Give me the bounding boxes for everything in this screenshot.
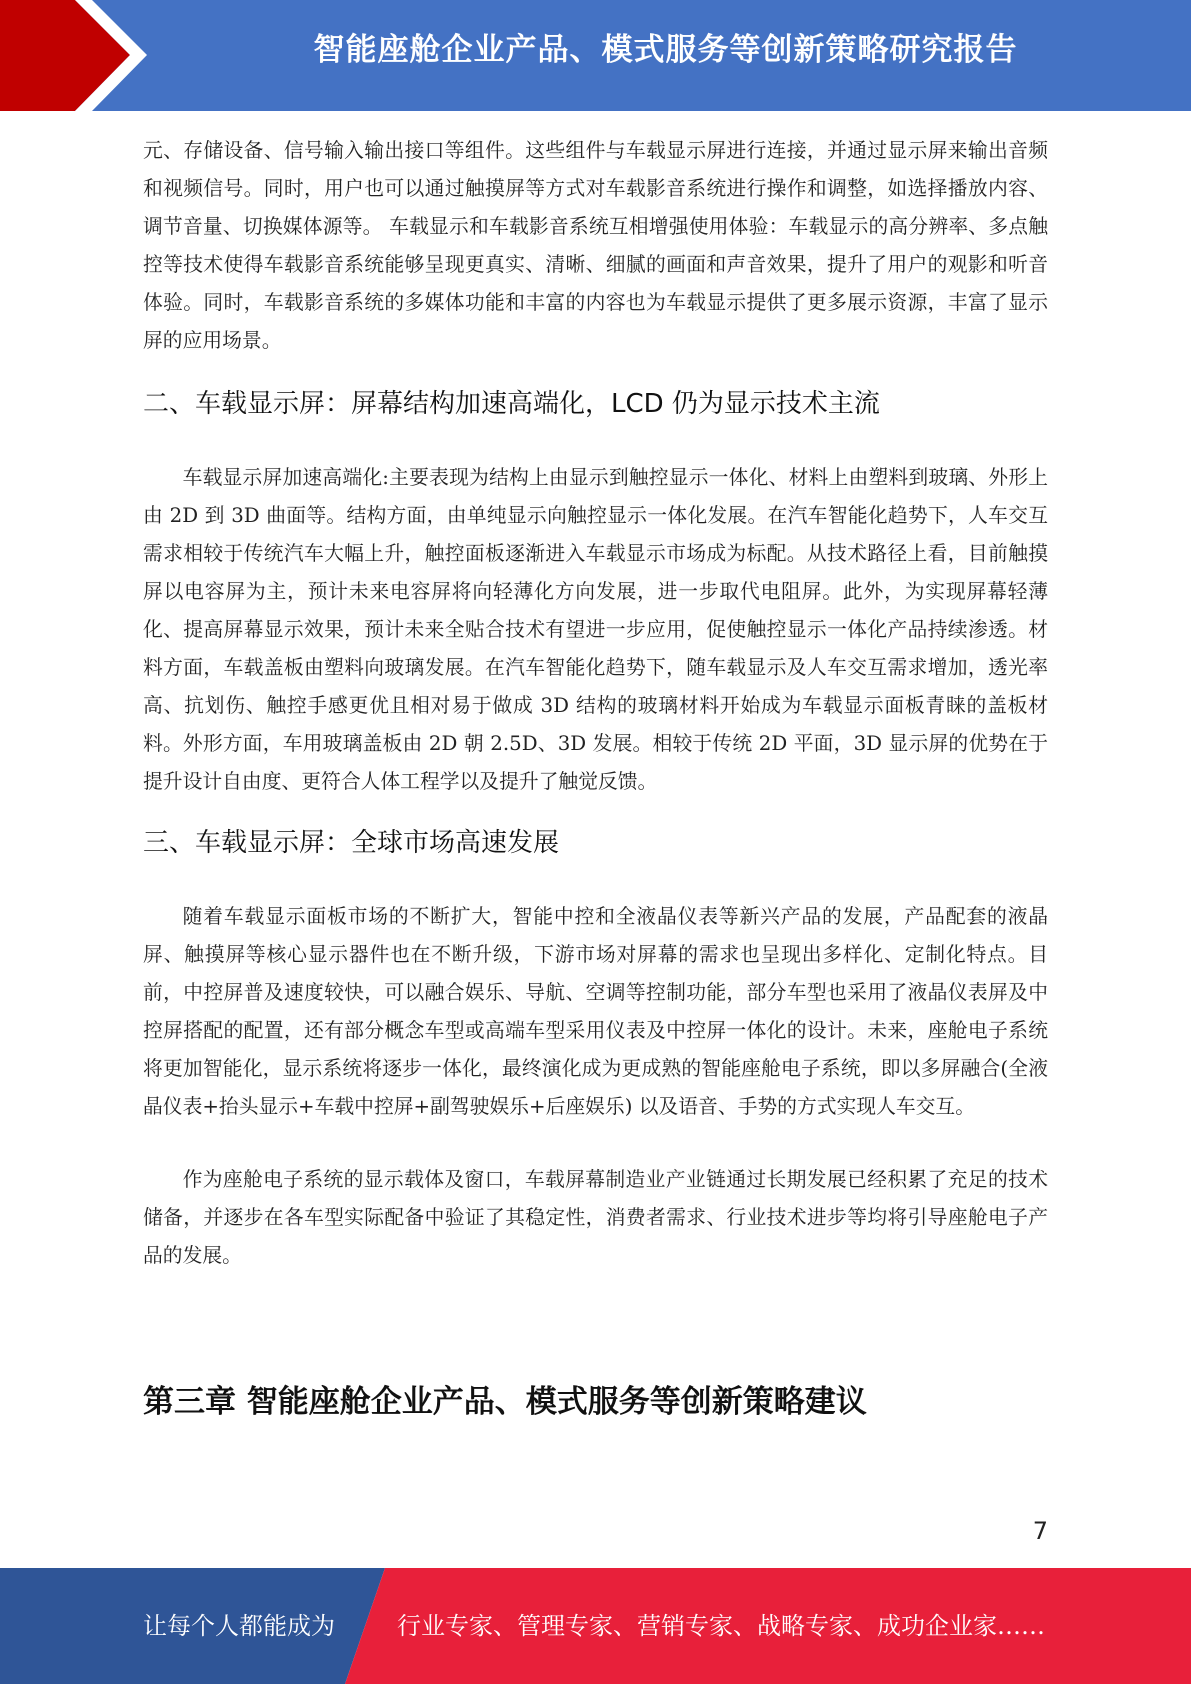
footer-slogan-right: 行业专家、管理专家、营销专家、战略专家、成功企业家…… bbox=[397, 1612, 1045, 1640]
page-content bbox=[143, 132, 1048, 1422]
page-header bbox=[0, 0, 1191, 111]
page-footer bbox=[0, 1568, 1191, 1684]
intro-paragraph: 元、存储设备、信号输入输出接口等组件。这些组件与车载显示屏进行连接，并通过显示屏来输出音频和视频信号。同时，用户也可以通过触摸屏等方式对车载影音系统进行操作和调整，如选择播放内容、调节音量、切换媒体源等。 车载显示和车载影音系统互相增强使用体验：车载显示的高分辨率、多点触控等技术使得车载影音系统能够呈现更真实、清晰、细腻的画面和声音效果，提升了用户的观影和听音体验。同时，车载影音系统的多媒体功能和丰富的内容也为车载显示提供了更多展示资源，丰富了显示屏的应用场景。 bbox=[143, 139, 1048, 352]
section-3-paragraph-1: 随着车载显示面板市场的不断扩大，智能中控和全液晶仪表等新兴产品的发展，产品配套的液晶屏、触摸屏等核心显示器件也在不断升级，下游市场对屏幕的需求也呈现出多样化、定制化特点。目前，中控屏普及速度较快，可以融合娱乐、导航、空调等控制功能，部分车型也采用了液晶仪表屏及中控屏搭配的配置，还有部分概念车型或高端车型采用仪表及中控屏一体化的设计。未来，座舱电子系统将更加智能化，显示系统将逐步一体化，最终演化成为更成熟的智能座舱电子系统，即以多屏融合(全液晶仪表+抬头显示+车载中控屏+副驾驶娱乐+后座娱乐) 以及语音、手势的方式实现人车交互。 bbox=[143, 905, 1048, 1118]
page-number: 7 bbox=[1032, 1517, 1048, 1545]
section-2-paragraph: 车载显示屏加速高端化:主要表现为结构上由显示到触控显示一体化、材料上由塑料到玻璃、外形上由 2D 到 3D 曲面等。结构方面，由单纯显示向触控显示一体化发展。在汽车智能化趋势下，人车交互需求相较于传统汽车大幅上升，触控面板逐渐进入车载显示市场成为标配。从技术路径上看，目前触摸屏以电容屏为主，预计未来电容屏将向轻薄化方向发展，进一步取代电阻屏。此外，为实现屏幕轻薄化、提高屏幕显示效果，预计未来全贴合技术有望进一步应用，促使触控显示一体化产品持续渗透。材料方面，车载盖板由塑料向玻璃发展。在汽车智能化趋势下，随车载显示及人车交互需求增加，透光率高、抗划伤、触控手感更优且相对易于做成 3D 结构的玻璃材料开始成为车载显示面板青睐的盖板材料。外形方面，车用玻璃盖板由 2D 朝 2.5D、3D 发展。相较于传统 2D 平面，3D 显示屏的优势在于提升设计自由度、更符合人体工程学以及提升了触觉反馈。 bbox=[143, 466, 1048, 793]
header-arrow-decoration bbox=[0, 0, 160, 111]
section-3-paragraph-2: 作为座舱电子系统的显示载体及窗口，车载屏幕制造业产业链通过长期发展已经积累了充足的技术储备，并逐步在各车型实际配备中验证了其稳定性，消费者需求、行业技术进步等均将引导座舱电子产品的发展。 bbox=[143, 1168, 1048, 1267]
section-heading-2: 二、车载显示屏：屏幕结构加速高端化，LCD 仍为显示技术主流 bbox=[143, 389, 880, 419]
chapter-title: 第三章 智能座舱企业产品、模式服务等创新策略建议 bbox=[143, 1384, 867, 1420]
report-title: 智能座舱企业产品、模式服务等创新策略研究报告 bbox=[313, 32, 1018, 68]
section-heading-3: 三、车载显示屏：全球市场高速发展 bbox=[143, 828, 560, 858]
footer-slogan-left: 让每个人都能成为 bbox=[143, 1612, 335, 1640]
